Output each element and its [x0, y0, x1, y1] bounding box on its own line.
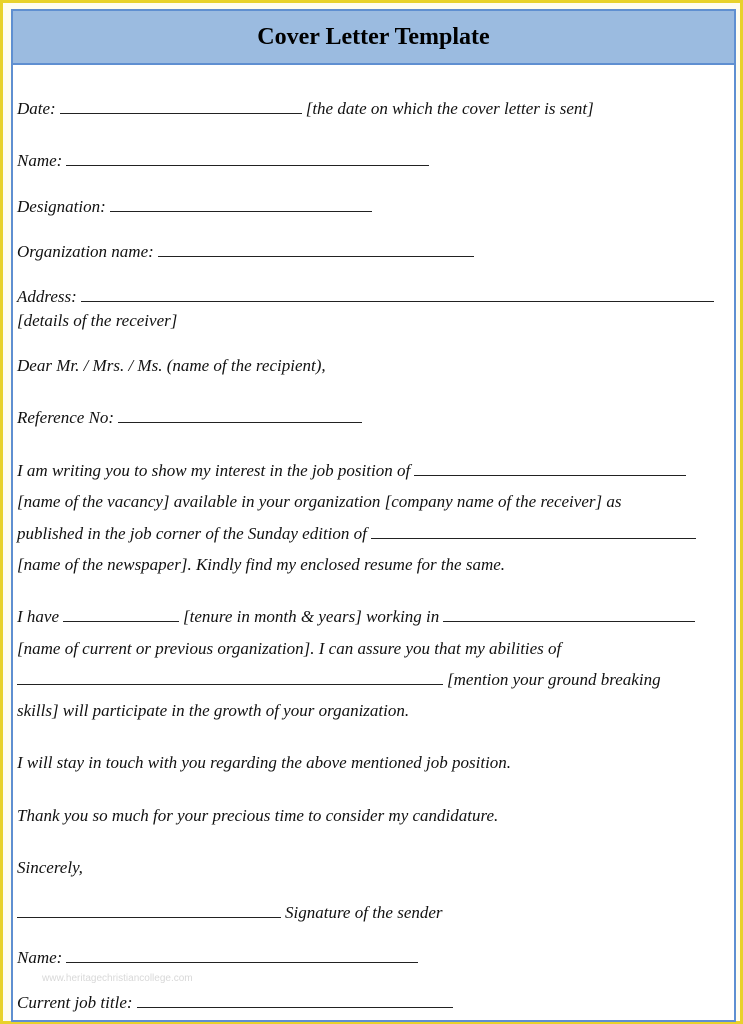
- reference-row: [17, 408, 366, 428]
- watermark: www.heritagechristiancollege.com: [42, 973, 193, 984]
- address-label: Address:: [17, 287, 77, 306]
- paragraph2-text: [mention your ground breaking: [447, 670, 661, 689]
- designation-label: Designation:: [17, 197, 106, 216]
- designation-blank[interactable]: [110, 197, 372, 212]
- page-title: Cover Letter Template: [257, 23, 490, 50]
- name-row: [17, 151, 433, 171]
- reference-label: Reference No:: [17, 408, 115, 427]
- paragraph2-line4: skills] will participate in the growth of your organization.: [17, 701, 410, 720]
- organization-blank[interactable]: [158, 242, 474, 257]
- name-blank[interactable]: [66, 151, 429, 166]
- sender-name-label: Name:: [17, 948, 63, 967]
- date-blank[interactable]: [60, 99, 302, 114]
- paragraph1-line2: [name of the vacancy] available in your organization [company name of the receiver] as: [17, 492, 622, 511]
- date-row: [17, 99, 594, 119]
- designation-row: [17, 197, 376, 217]
- organization-label: Organization name:: [17, 242, 154, 261]
- paragraph4: Thank you so much for your precious time to consider my candidature.: [17, 806, 499, 825]
- paragraph2-line2: [name of current or previous organization]. I can assure you that my abilities of: [17, 639, 562, 658]
- closing: Sincerely,: [17, 858, 83, 877]
- signature-label: Signature of the sender: [285, 903, 443, 922]
- address-blank[interactable]: [81, 287, 714, 302]
- sender-name-row: [17, 948, 422, 968]
- job-position-blank[interactable]: [414, 461, 686, 476]
- sender-name-blank[interactable]: [66, 948, 418, 963]
- date-hint: [the date on which the cover letter is sent]: [305, 99, 594, 118]
- organization-row: [17, 242, 478, 262]
- abilities-blank[interactable]: [17, 670, 443, 685]
- signature-blank[interactable]: [17, 903, 281, 918]
- reference-blank[interactable]: [118, 408, 362, 423]
- paragraph1-line1: [17, 461, 690, 481]
- address-row: [17, 287, 718, 307]
- tenure-blank[interactable]: [63, 607, 179, 622]
- paragraph1-line3: [17, 524, 700, 544]
- paragraph1-text: I am writing you to show my interest in the job position of: [17, 461, 411, 480]
- name-label: Name:: [17, 151, 63, 170]
- address-hint: [details of the receiver]: [17, 311, 178, 330]
- paragraph1-line4: [name of the newspaper]. Kindly find my enclosed resume for the same.: [17, 555, 506, 574]
- organization-worked-blank[interactable]: [443, 607, 695, 622]
- paragraph2-line3: [17, 670, 661, 690]
- job-title-blank[interactable]: [137, 993, 453, 1008]
- job-title-row: [17, 993, 457, 1013]
- salutation: Dear Mr. / Mrs. / Ms. (name of the recipient),: [17, 356, 326, 375]
- job-title-label: Current job title:: [17, 993, 133, 1012]
- paragraph3: I will stay in touch with you regarding the above mentioned job position.: [17, 753, 512, 772]
- newspaper-blank[interactable]: [371, 524, 696, 539]
- paragraph2-line1: [17, 607, 699, 627]
- paragraph2-text: [tenure in month & years] working in: [183, 607, 440, 626]
- paragraph2-text: I have: [17, 607, 60, 626]
- title-bar: [13, 11, 734, 65]
- paragraph1-text: published in the job corner of the Sunday edition of: [17, 524, 367, 543]
- date-label: Date:: [17, 99, 56, 118]
- signature-row: [17, 903, 443, 923]
